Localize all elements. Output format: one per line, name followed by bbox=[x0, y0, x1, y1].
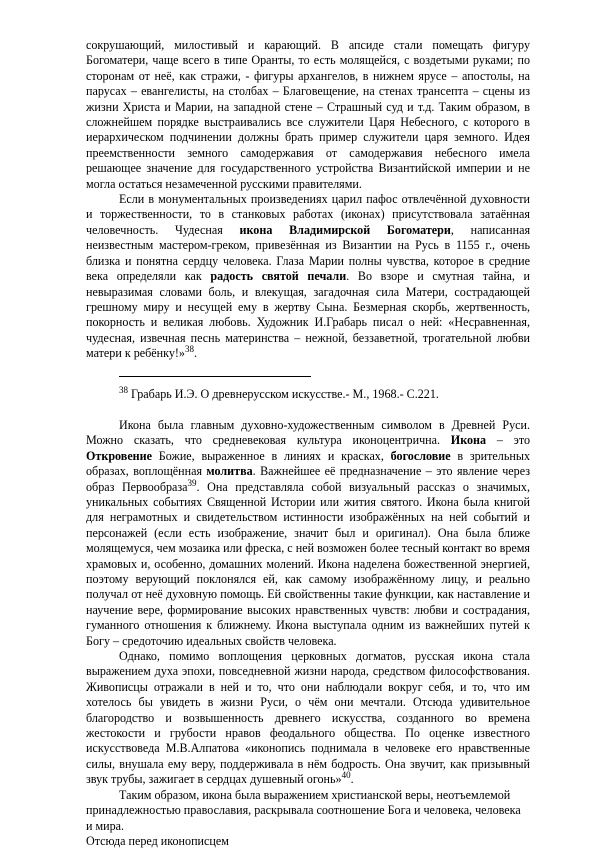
bold-term: богословие bbox=[390, 448, 451, 463]
text: . Во взоре и смутная тайна, и невыразимая словами боль, и влекущая, загадочная сила Матери, сострадающей грешному миру и несущей ему в жертву Сына. Безмерная скорбь, жертвенность, покорность и великая любовь. Художник И.Грабарь писал о ней: «Несравненная, чудесная, извечная песнь материнства – нежной, беззаветной, трогательной любви матери к ребёнку!» bbox=[86, 269, 531, 361]
paragraph-3 bbox=[86, 418, 530, 649]
text: . bbox=[350, 772, 354, 787]
footnote-38 bbox=[86, 384, 530, 402]
text: – это bbox=[486, 433, 530, 448]
paragraph-1: сокрушающий, милостивый и карающий. В апсиде стали помещать фигуру Богоматери, чаще всего в типе Оранты, то есть молящейся, с воздетыми руками; по сторонам от неё, как стражи, - фигуры архангелов, в нижнем ярусе – апостолы, на парусах – евангелисты, на столбах – Благовещение, на стенах трансепта – сцены из жизни Христа и Марии, на западной стене – Страшный суд и т.д. Таким образом, в сложнейшем порядке выстраивались все служители Царя Небесного, с которого в иерархическом подчинении должны брать пример служители царя земного. Идея преемственности земного самодержавия от самодержавия небесного имела решающее значение для государственного устройства Византийской империи и не могла остаться незамеченной русскими правителями. bbox=[86, 38, 530, 191]
paragraph-4 bbox=[86, 649, 530, 788]
text: , написанная неизвестным мастером-греком, привезённая из Византии на Русь в 1155 г., очень близка и понятна сердцу человека. Глаза Марии полны чувства, которое в средние века определяли как bbox=[86, 222, 531, 284]
bold-term: молитва bbox=[206, 464, 253, 479]
footnote-ref-40[interactable]: 40 bbox=[341, 770, 351, 781]
document-page bbox=[86, 38, 530, 849]
paragraph-5-line-2: принадлежностью православия, раскрывала соотношение Бога и человека, человека и мира. bbox=[86, 803, 521, 833]
footnote-divider bbox=[119, 376, 311, 377]
text: Икона была главным духовно-художественным символом в Древней Руси. Можно сказать, что средневековая культура иконоцентрична. bbox=[86, 417, 530, 448]
text: . Важнейшее её предназначение – это явление через образ Первообраза bbox=[86, 464, 531, 494]
bold-term: Откровение bbox=[86, 448, 152, 463]
text: . Она представляла собой визуальный рассказ о значимых, уникальных событиях Священной Истории или жития святого. Икона была книгой для неграмотных и свидетельством истинности изображённых на ней событий и персонажей (если есть изображение, значит был и оригинал). Она была ближе молящемуся, чем мозаика или фреска, с ней возможен более тесный контакт во время храмовых и, особенно, домашних молений. Икона наделена божественной энергией, поэтому верующий поклонялся ей, как самому изображённому лицу, и реально получал от неё духовную помощь. Ей свойственны такие функции, как наставление и научение вере, формирование высоких нравственных чувств: любви и сострадания, гуманного отношения к ближнему. Икона выступала одним из важнейших путей к Богу – средоточию идеальных свойств человека. bbox=[86, 479, 530, 648]
footnote-ref-38[interactable]: 38 bbox=[184, 344, 194, 355]
text: . bbox=[193, 346, 197, 361]
footnote-text: Грабарь И.Э. О древнерусском искусстве.- М., 1968.- С.221. bbox=[128, 386, 439, 401]
text: Если в монументальных произведениях царил пафос отвлечённой духовности и торжественности, то в станковых работах (иконах) присутствовала затаённая человечность. Чудесная bbox=[86, 192, 530, 237]
footnote-number: 38 bbox=[119, 384, 128, 395]
bold-term: икона Владимирской Богоматери bbox=[239, 222, 451, 237]
paragraph-5 bbox=[86, 788, 530, 849]
paragraph-2 bbox=[86, 192, 530, 361]
bold-term: Икона bbox=[450, 433, 487, 448]
bold-term: радость святой печали bbox=[210, 269, 347, 284]
text: Божие, выраженное в линиях и красках, bbox=[152, 448, 391, 463]
paragraph-5-line-3: Отсюда перед иконописцем bbox=[86, 833, 229, 848]
footnote-ref-39[interactable]: 39 bbox=[187, 477, 197, 488]
text: в зрительных образах, воплощённая bbox=[86, 448, 530, 479]
paragraph-5-line-1: Таким образом, икона была выражением христианской веры, неотъемлемой bbox=[119, 787, 511, 802]
text: Однако, помимо воплощения церковных догматов, русская икона стала выражением духа эпохи, повседневной жизни народа, средством философствования. Живописцы отражали в ней и то, что они наблюдали вокруг себя, и то, что им хотелось бы увидеть в жизни Руси, о чём они мечтали. Отсюда удивительное благородство и возвышенность древнего искусства, созданного во времена жестокости и грубости нравов феодального общества. По оценке известного искусствоведа М.В.Алпатова «иконопись поднимала в человеке его нравственные силы, внушала ему веру, поддерживала в нём бодрость. Она звучит, как призывный звук трубы, зажигает в сердцах душевный огонь» bbox=[86, 649, 530, 787]
